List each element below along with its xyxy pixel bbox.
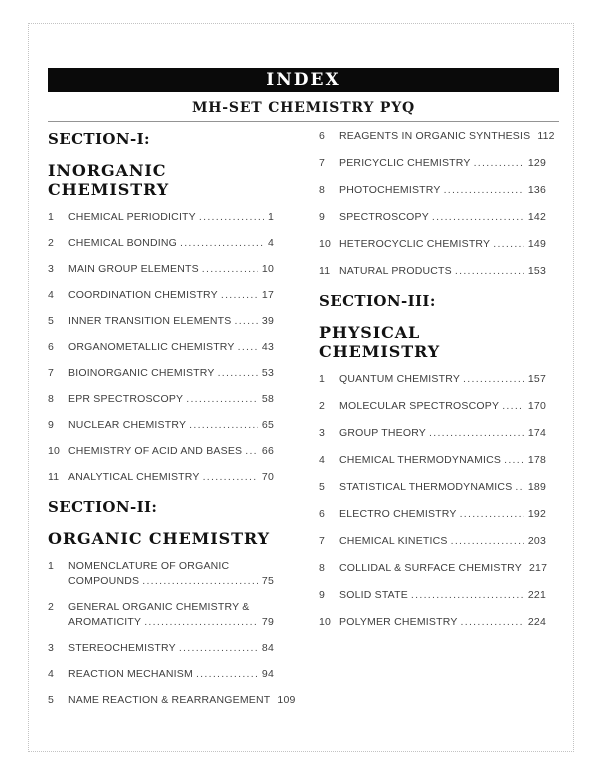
section-title: INORGANIC CHEMISTRY [48,161,170,199]
dot-leader [444,184,524,196]
toc-entry-body [68,668,274,680]
toc-entry-body [68,341,274,353]
toc-entry-line [339,535,546,547]
toc-entry-number: 2 [48,237,55,249]
toc-page-number: 1 [267,211,274,223]
toc-page-number: 153 [527,265,546,277]
toc-entry-number: 1 [48,211,55,223]
toc-entry-number: 1 [48,560,55,572]
dot-leader [199,211,264,223]
toc-page-number: 178 [527,454,546,466]
toc-entry-number: 8 [319,562,326,574]
toc-entry-title: QUANTUM CHEMISTRY [339,373,461,385]
toc-entry-body [339,265,546,277]
toc-entry-body [339,211,546,223]
toc-entry [319,535,546,547]
dot-leader [493,238,524,250]
dot-leader [196,668,258,680]
toc-entry-body [68,367,274,379]
toc-entry-body [68,211,274,223]
toc-entry-title: CHEMICAL KINETICS [339,535,448,547]
dot-leader [144,616,258,628]
toc-entry [48,289,274,301]
toc-page-number: 203 [527,535,546,547]
book-subtitle: MH-SET CHEMISTRY PYQ [191,100,415,116]
toc-entry [319,238,546,250]
toc-entry-title: CHEMICAL BONDING [68,237,177,249]
toc-entry-body [68,393,274,405]
toc-page-number: 66 [261,445,274,457]
toc-entry [48,445,274,457]
toc-page-number: 149 [527,238,546,250]
toc-entry-line [68,367,274,379]
toc-entry-title: ELECTRO CHEMISTRY [339,508,457,520]
toc-page-number: 170 [527,400,546,412]
toc-entry-body [339,481,546,493]
toc-column-left [48,130,296,720]
toc-entry-number: 9 [48,419,55,431]
toc-entry-number: 6 [48,341,55,353]
toc-entry-line [339,400,546,412]
toc-entry-line [68,263,274,275]
toc-entry-title: EPR SPECTROSCOPY [68,393,184,405]
toc-entry-number: 10 [319,238,332,250]
toc-entry-body [68,419,274,431]
toc-entry-line [339,157,546,169]
toc-page-number: 75 [261,575,274,587]
dot-leader [455,265,524,277]
toc-page-number: 43 [261,341,274,353]
toc-entry-body [339,508,546,520]
toc-entry-number: 4 [48,289,55,301]
toc-entry-number: 5 [319,481,326,493]
toc-entry-title: PERICYCLIC CHEMISTRY [339,157,471,169]
toc-entry [319,454,546,466]
toc-entry-title: CHEMICAL THERMODYNAMICS [339,454,502,466]
toc-page-number: 10 [261,263,274,275]
toc-section [319,130,555,277]
toc-entry [48,237,274,249]
toc-entry [48,601,274,628]
toc-page-number: 174 [527,427,546,439]
toc-entry-number: 4 [319,454,326,466]
toc-entry-body [339,157,546,169]
toc-entry-body [339,400,546,412]
toc-entry-body [68,263,274,275]
toc-entry-number: 8 [48,393,55,405]
toc-entry-line [68,616,274,628]
toc-entry-body [68,471,274,483]
toc-entry-number: 6 [319,508,326,520]
toc-entry-number: 6 [319,130,326,142]
toc-entry [48,471,274,483]
toc-entry-line [68,471,274,483]
toc-entry-line [339,265,546,277]
toc-entry-line [68,315,274,327]
toc-entry-title: SPECTROSCOPY [339,211,429,223]
toc-entry-line [68,289,274,301]
toc-entry-body [68,642,274,654]
index-page [48,68,559,720]
dot-leader [235,315,258,327]
toc-entry [48,263,274,275]
toc-entry [319,265,546,277]
toc-entry-body [68,237,274,249]
toc-entry-line [339,616,546,628]
toc-entry-body [339,184,546,196]
toc-entry [48,211,274,223]
dot-leader [411,589,524,601]
toc-entry-number: 3 [319,427,326,439]
toc-entry-number: 7 [48,367,55,379]
toc-page-number: 189 [527,481,546,493]
toc-entry-body [68,694,296,706]
toc-page-number: 84 [261,642,274,654]
toc-section [319,292,546,628]
toc-entry-body [339,454,546,466]
toc-entry-title: STEREOCHEMISTRY [68,642,176,654]
toc-entry-body [68,315,274,327]
toc-entry-title: MAIN GROUP ELEMENTS [68,263,199,275]
toc-entry-body [339,427,546,439]
toc-entry-title: CHEMICAL PERIODICITY [68,211,196,223]
toc-entry-number: 11 [48,471,60,483]
toc-page-number: 58 [261,393,274,405]
toc-entry-number: 9 [319,211,326,223]
toc-entry-number: 8 [319,184,326,196]
toc-entry-line [339,130,555,142]
toc-page-number: 65 [261,419,274,431]
toc-entry-body [339,373,546,385]
dot-leader [461,616,524,628]
toc-entry-line [68,575,274,587]
section-heading: SECTION-III: [319,292,436,310]
dot-leader [460,508,524,520]
dot-leader [504,454,524,466]
toc-page-number: 112 [537,130,555,142]
toc-entry-line [68,341,274,353]
toc-entry-number: 2 [319,400,326,412]
toc-page-number: 70 [261,471,274,483]
toc-entry-line [68,419,274,431]
toc-entry [319,427,546,439]
dot-leader [429,427,524,439]
toc-entry-line [339,508,546,520]
toc-entry-body [339,589,546,601]
dot-leader [221,289,258,301]
toc-entry-body [339,616,546,628]
toc-page-number: 4 [267,237,274,249]
toc-entry-title: ANALYTICAL CHEMISTRY [68,471,200,483]
toc-entry [48,560,274,587]
toc-page-number: 224 [527,616,546,628]
toc-entry-title-continued: AROMATICITY [68,616,142,628]
toc-entry-title: GENERAL ORGANIC CHEMISTRY & [68,601,250,613]
toc-entry-line [68,237,274,249]
toc-entry-line [68,445,274,457]
toc-entry [48,367,274,379]
toc-entry-number: 1 [319,373,326,385]
toc-entry-title: POLYMER CHEMISTRY [339,616,458,628]
toc-entry-title: ORGANOMETALLIC CHEMISTRY [68,341,235,353]
toc-page-number: 17 [261,289,274,301]
toc-entry-title: MOLECULAR SPECTROSCOPY [339,400,500,412]
toc-entry [319,481,546,493]
toc-entry-title: COLLIDAL & SURFACE CHEMISTRY [339,562,522,574]
section-title: PHYSICAL CHEMISTRY [319,323,441,361]
toc-entry [319,616,546,628]
header-divider [48,121,559,122]
toc-page-number: 157 [527,373,546,385]
toc-section [48,130,274,483]
dot-leader [218,367,258,379]
toc-entry-body [68,289,274,301]
toc-entry [319,373,546,385]
toc-entry-number: 2 [48,601,55,613]
dot-leader [202,263,258,275]
toc-entry-title: NOMENCLATURE OF ORGANIC [68,560,230,572]
dot-leader [238,341,258,353]
toc-entry [48,393,274,405]
toc-entry-line [339,238,546,250]
toc-columns [48,130,555,720]
toc-entry-body [339,535,546,547]
dot-leader [189,419,258,431]
toc-entry [48,642,274,654]
toc-column-right [319,130,555,720]
toc-entry [48,668,274,680]
toc-page-number: 109 [277,694,296,706]
toc-entry [319,184,546,196]
toc-entry-line [68,668,274,680]
dot-leader [180,237,264,249]
dot-leader [432,211,524,223]
toc-entry-title: COORDINATION CHEMISTRY [68,289,218,301]
toc-entry-number: 7 [319,157,326,169]
toc-entry-line [339,184,546,196]
toc-entry [48,315,274,327]
toc-entry-title: PHOTOCHEMISTRY [339,184,441,196]
section-title: ORGANIC CHEMISTRY [48,529,270,548]
toc-entry-title: INNER TRANSITION ELEMENTS [68,315,232,327]
toc-entry-number: 11 [319,265,331,277]
toc-entry-title: REAGENTS IN ORGANIC SYNTHESIS [339,130,531,142]
dot-leader [463,373,524,385]
toc-entry-title: NAME REACTION & REARRANGEMENT [68,694,271,706]
toc-page-number: 39 [261,315,274,327]
dot-leader [474,157,524,169]
toc-entry-body [339,238,546,250]
dot-leader [203,471,258,483]
toc-entry-number: 10 [319,616,332,628]
index-title: INDEX [266,70,341,90]
toc-page-number: 79 [261,616,274,628]
toc-entry-body [68,560,274,587]
toc-entry-number: 5 [48,315,55,327]
toc-entry [48,419,274,431]
toc-page-number: 142 [527,211,546,223]
toc-entry [319,589,546,601]
toc-entry-number: 10 [48,445,61,457]
dot-leader [142,575,258,587]
toc-entry-line [339,373,546,385]
section-heading: SECTION-I: [48,130,150,148]
toc-page-number: 192 [527,508,546,520]
toc-entry-number: 3 [48,642,55,654]
toc-entry-line [339,589,546,601]
toc-entry-line [339,211,546,223]
toc-entry-line [339,427,546,439]
toc-page-number: 94 [261,668,274,680]
toc-entry-number: 7 [319,535,326,547]
toc-entry-line [68,211,274,223]
toc-entry-number: 9 [319,589,326,601]
toc-entry [319,562,546,574]
toc-entry-title: HETEROCYCLIC CHEMISTRY [339,238,491,250]
toc-entry-title: CHEMISTRY OF ACID AND BASES [68,445,243,457]
toc-page-number: 217 [528,562,548,574]
toc-entry-number: 4 [48,668,55,680]
dot-leader [515,481,523,493]
toc-entry-line [339,454,546,466]
toc-entry [319,211,546,223]
toc-entry-body [339,130,555,142]
toc-entry-title: STATISTICAL THERMODYNAMICS [339,481,513,493]
toc-entry [48,341,274,353]
toc-entry-line [68,393,274,405]
toc-page-number: 221 [527,589,546,601]
toc-page-number: 53 [261,367,274,379]
toc-entry-body [68,445,274,457]
toc-entry-title: GROUP THEORY [339,427,427,439]
toc-entry-title: NATURAL PRODUCTS [339,265,452,277]
toc-entry [319,157,546,169]
toc-entry-title: REACTION MECHANISM [68,668,193,680]
toc-entry-number: 3 [48,263,55,275]
toc-entry [48,694,296,706]
index-title-bar [48,68,559,92]
toc-entry [319,400,546,412]
toc-entry-number: 5 [48,694,55,706]
dot-leader [186,393,258,405]
toc-entry-line [339,562,546,574]
toc-entry-title: NUCLEAR CHEMISTRY [68,419,187,431]
section-heading: SECTION-II: [48,498,158,516]
toc-page-number: 136 [527,184,546,196]
toc-page-number: 129 [527,157,546,169]
dot-leader [245,445,258,457]
dot-leader [451,535,524,547]
toc-entry-title: SOLID STATE [339,589,408,601]
toc-entry-line [68,694,296,706]
toc-entry [319,130,555,142]
toc-entry-title: BIOINORGANIC CHEMISTRY [68,367,215,379]
toc-entry [319,508,546,520]
dot-leader [502,400,524,412]
toc-entry-body [339,562,546,574]
toc-entry-line [339,481,546,493]
toc-entry-title-continued: COMPOUNDS [68,575,140,587]
toc-entry-body [68,601,274,628]
dot-leader [179,642,258,654]
toc-section [48,498,296,706]
toc-entry-line [68,642,274,654]
